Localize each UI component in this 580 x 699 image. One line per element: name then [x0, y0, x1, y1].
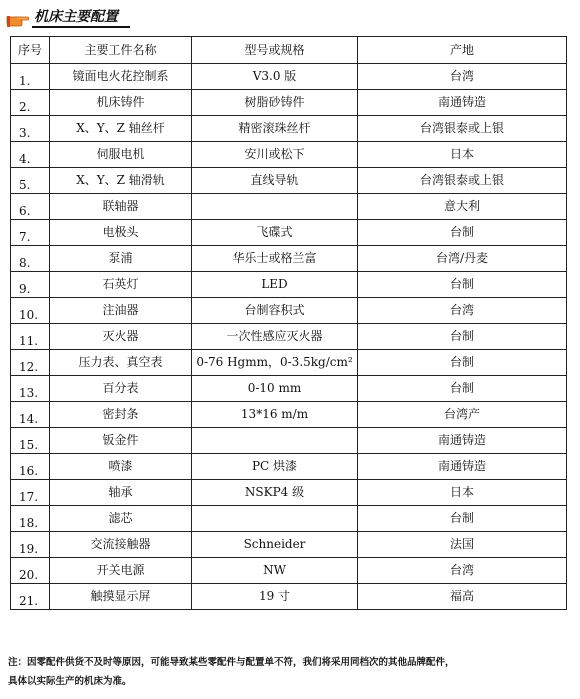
cell-component-name: X、Y、Z 轴滑轨 — [50, 168, 192, 194]
cell-model-spec: Schneider — [192, 532, 358, 558]
header-model-spec: 型号或规格 — [192, 37, 358, 64]
table-row — [11, 220, 567, 246]
cell-serial-number: 14. — [11, 402, 50, 428]
table-row — [11, 506, 567, 532]
cell-serial-number: 9. — [11, 272, 50, 298]
table-row — [11, 350, 567, 376]
cell-model-spec: PC 烘漆 — [192, 454, 358, 480]
cell-component-name: 百分表 — [50, 376, 192, 402]
cell-origin: 台制 — [358, 272, 567, 298]
footnote — [8, 653, 578, 691]
cell-model-spec: 台制容积式 — [192, 298, 358, 324]
cell-component-name: 泵浦 — [50, 246, 192, 272]
table-row — [11, 454, 567, 480]
table-row — [11, 116, 567, 142]
table-row — [11, 532, 567, 558]
cell-component-name: 压力表、真空表 — [50, 350, 192, 376]
header-origin: 产地 — [358, 37, 567, 64]
cell-serial-number: 15. — [11, 428, 50, 454]
cell-origin: 日本 — [358, 142, 567, 168]
cell-origin: 台制 — [358, 350, 567, 376]
cell-serial-number: 18. — [11, 506, 50, 532]
table-row — [11, 246, 567, 272]
cell-model-spec: 飞碟式 — [192, 220, 358, 246]
cell-component-name: 交流接触器 — [50, 532, 192, 558]
cell-origin: 日本 — [358, 480, 567, 506]
cell-origin: 南通铸造 — [358, 428, 567, 454]
table-header-row — [11, 37, 567, 64]
cell-origin: 台湾银泰或上银 — [358, 168, 567, 194]
cell-serial-number: 11. — [11, 324, 50, 350]
table-row — [11, 558, 567, 584]
cell-origin: 意大利 — [358, 194, 567, 220]
cell-origin: 台湾 — [358, 558, 567, 584]
cell-component-name: 石英灯 — [50, 272, 192, 298]
table-row — [11, 584, 567, 610]
cell-component-name: X、Y、Z 轴丝杆 — [50, 116, 192, 142]
cell-model-spec: 0-10 mm — [192, 376, 358, 402]
cell-serial-number: 3. — [11, 116, 50, 142]
cell-component-name: 灭火器 — [50, 324, 192, 350]
cell-model-spec: NW — [192, 558, 358, 584]
cell-model-spec: 一次性感应灭火器 — [192, 324, 358, 350]
table-row — [11, 142, 567, 168]
cell-model-spec: 华乐士或格兰富 — [192, 246, 358, 272]
cell-model-spec: LED — [192, 272, 358, 298]
cell-component-name: 滤芯 — [50, 506, 192, 532]
cell-origin: 台湾 — [358, 298, 567, 324]
cell-serial-number: 19. — [11, 532, 50, 558]
header-serial-number: 序号 — [11, 37, 50, 64]
table-row — [11, 376, 567, 402]
cell-serial-number: 20. — [11, 558, 50, 584]
cell-origin: 南通铸造 — [358, 454, 567, 480]
cell-serial-number: 21. — [11, 584, 50, 610]
table-body — [11, 64, 567, 610]
cell-origin: 台湾/丹麦 — [358, 246, 567, 272]
cell-serial-number: 6. — [11, 194, 50, 220]
cell-component-name: 镜面电火花控制系 — [50, 64, 192, 90]
cell-serial-number: 17. — [11, 480, 50, 506]
cell-serial-number: 4. — [11, 142, 50, 168]
cell-origin: 台制 — [358, 506, 567, 532]
cell-model-spec: 直线导轨 — [192, 168, 358, 194]
cell-origin: 福高 — [358, 584, 567, 610]
pointing-hand-icon — [6, 10, 30, 28]
cell-model-spec: V3.0 版 — [192, 64, 358, 90]
cell-component-name: 伺服电机 — [50, 142, 192, 168]
cell-model-spec: NSKP4 级 — [192, 480, 358, 506]
table-row — [11, 64, 567, 90]
cell-model-spec: 19 寸 — [192, 584, 358, 610]
cell-serial-number: 13. — [11, 376, 50, 402]
cell-model-spec — [192, 506, 358, 532]
cell-model-spec: 13*16 m/m — [192, 402, 358, 428]
cell-component-name: 触摸显示屏 — [50, 584, 192, 610]
cell-serial-number: 5. — [11, 168, 50, 194]
cell-component-name: 钣金件 — [50, 428, 192, 454]
cell-origin: 台制 — [358, 220, 567, 246]
section-title: 机床主要配置 — [32, 9, 130, 28]
table-row — [11, 194, 567, 220]
table-row — [11, 168, 567, 194]
cell-serial-number: 1. — [11, 64, 50, 90]
cell-serial-number: 2. — [11, 90, 50, 116]
cell-component-name: 密封条 — [50, 402, 192, 428]
table-row — [11, 324, 567, 350]
cell-component-name: 开关电源 — [50, 558, 192, 584]
cell-component-name: 注油器 — [50, 298, 192, 324]
cell-model-spec: 树脂砂铸件 — [192, 90, 358, 116]
cell-component-name: 机床铸件 — [50, 90, 192, 116]
table-row — [11, 272, 567, 298]
table-row — [11, 428, 567, 454]
cell-serial-number: 8. — [11, 246, 50, 272]
cell-component-name: 联轴器 — [50, 194, 192, 220]
cell-origin: 南通铸造 — [358, 90, 567, 116]
cell-model-spec — [192, 194, 358, 220]
cell-model-spec — [192, 428, 358, 454]
cell-origin: 台湾产 — [358, 402, 567, 428]
cell-serial-number: 10. — [11, 298, 50, 324]
cell-component-name: 喷漆 — [50, 454, 192, 480]
cell-model-spec: 0-76 Hgmm，0-3.5kg/cm² — [192, 350, 358, 376]
footnote-line-2: 具体以实际生产的机床为准。 — [8, 676, 132, 687]
cell-origin: 台湾 — [358, 64, 567, 90]
cell-origin: 台湾银泰或上银 — [358, 116, 567, 142]
table-row — [11, 480, 567, 506]
header-component-name: 主要工件名称 — [50, 37, 192, 64]
section-header — [6, 6, 130, 28]
cell-serial-number: 12. — [11, 350, 50, 376]
table-row — [11, 90, 567, 116]
configuration-table — [10, 36, 567, 610]
table-row — [11, 298, 567, 324]
cell-serial-number: 7. — [11, 220, 50, 246]
cell-component-name: 电极头 — [50, 220, 192, 246]
cell-component-name: 轴承 — [50, 480, 192, 506]
cell-origin: 台制 — [358, 324, 567, 350]
cell-model-spec: 安川或松下 — [192, 142, 358, 168]
footnote-line-1: 注：因零配件供货不及时等原因，可能导致某些零配件与配置单不符，我们将采用同档次的其他品牌配件， — [8, 657, 455, 668]
table-row — [11, 402, 567, 428]
cell-serial-number: 16. — [11, 454, 50, 480]
cell-origin: 法国 — [358, 532, 567, 558]
cell-origin: 台制 — [358, 376, 567, 402]
cell-model-spec: 精密滚珠丝杆 — [192, 116, 358, 142]
